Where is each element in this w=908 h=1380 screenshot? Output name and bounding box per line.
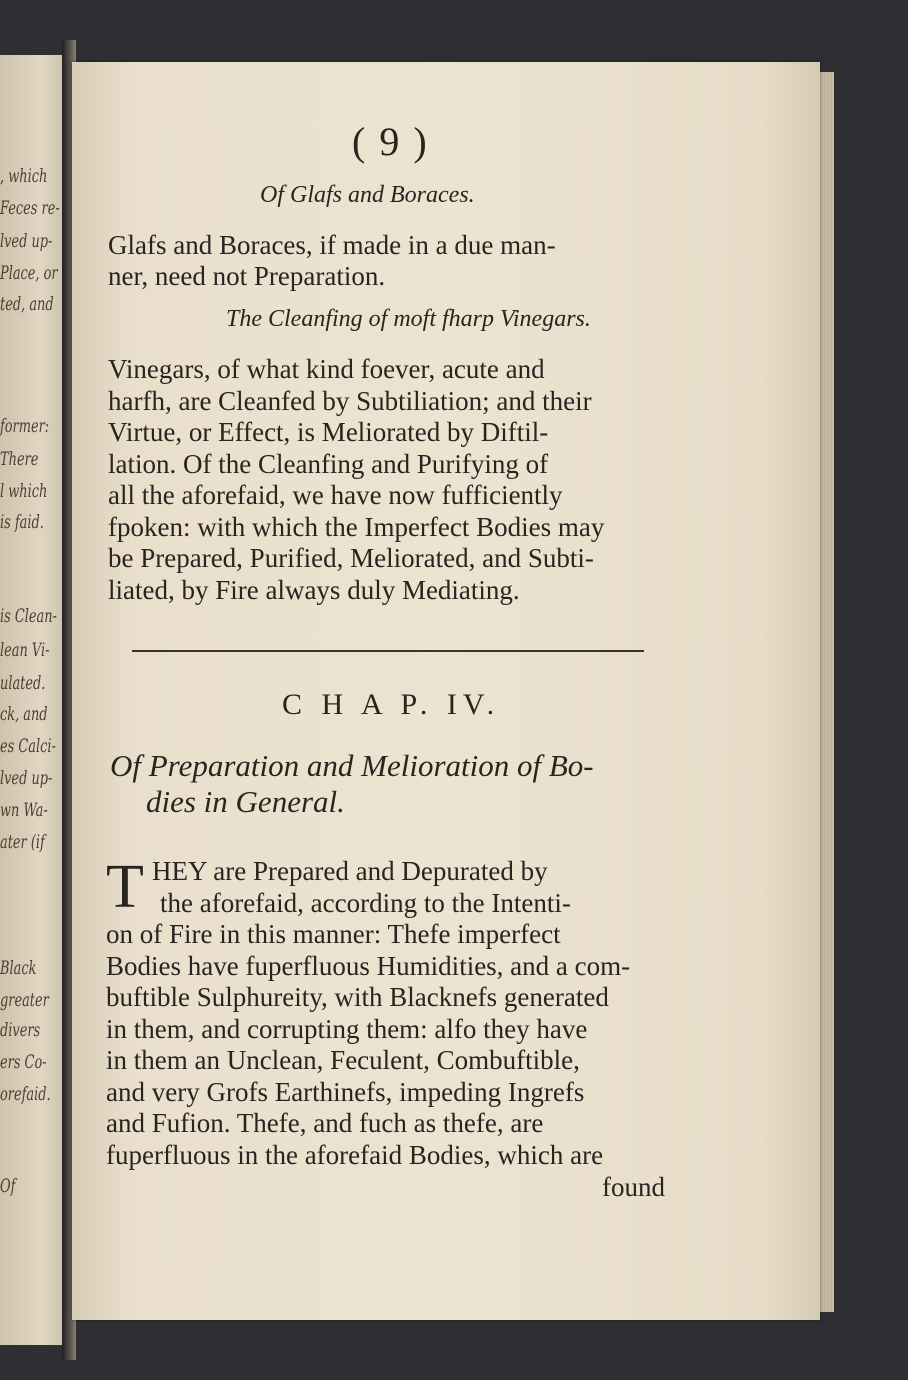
left-fragment: ulated.: [0, 672, 46, 694]
text-line: buftible Sulphureity, with Blacknefs generated: [106, 982, 609, 1012]
left-fragment: is faid.: [0, 511, 44, 533]
chapter-heading: C H A P. IV.: [282, 688, 501, 721]
section-title-vinegars: The Cleanfing of moft fharp Vinegars.: [226, 306, 591, 332]
left-fragment: lved up-: [0, 767, 53, 789]
left-fragment: There: [0, 448, 39, 470]
text-line: and very Grofs Earthinefs, impeding Ingrefs: [106, 1076, 585, 1107]
left-fragment: Of: [0, 1175, 16, 1197]
text-line: Vinegars, of what kind foever, acute and: [108, 354, 545, 384]
left-fragment: divers: [0, 1019, 41, 1041]
left-fragment: former:: [0, 415, 50, 437]
page-number: ( 9 ): [352, 119, 429, 164]
section-title-glass: Of Glafs and Boraces.: [260, 182, 475, 208]
left-fragment: ers Co-: [0, 1051, 47, 1073]
left-fragment: orefaid.: [0, 1083, 51, 1105]
text-line: liated, by Fire always duly Mediating.: [108, 574, 520, 605]
left-fragment: l which: [0, 480, 48, 502]
text-line: fpoken: with which the Imperfect Bodies may: [108, 511, 605, 542]
left-fragment: lean Vi-: [0, 639, 50, 661]
left-fragment: Black: [0, 957, 37, 979]
catchword: found: [602, 1172, 665, 1202]
left-fragment: lved up-: [0, 230, 53, 252]
text-line: Virtue, or Effect, is Meliorated by Diftil-: [108, 417, 549, 447]
chapter-title-line: dies in General.: [146, 784, 345, 819]
text-line: Bodies have fuperfluous Humidities, and a com-: [106, 950, 631, 981]
left-fragment: Place, or: [0, 262, 58, 284]
text-line: harfh, are Cleanfed by Subtiliation; and their: [108, 385, 592, 416]
text-line: Glafs and Boraces, if made in a due man-: [108, 230, 556, 260]
left-fragment: es Calci-: [0, 735, 56, 757]
text-line: lation. Of the Cleanfing and Purifying of: [108, 448, 549, 479]
chapter-title-line: Of Preparation and Melioration of Bo-: [110, 748, 594, 783]
section-rule: [132, 650, 644, 652]
left-fragment: , which: [0, 165, 48, 187]
text-line: be Prepared, Purified, Meliorated, and Subti-: [108, 543, 594, 573]
drop-cap: T: [106, 853, 144, 921]
left-fragment: ted, and: [0, 293, 54, 315]
text-line: ner, need not Preparation.: [108, 261, 386, 291]
left-facing-page: [0, 55, 68, 1345]
left-fragment: Feces re-: [0, 197, 60, 219]
text-line: in them an Unclean, Feculent, Combuftible,: [106, 1045, 580, 1075]
left-fragment: ater (if: [0, 831, 45, 853]
left-fragment: greater: [0, 989, 49, 1011]
text-line: fuperfluous in the aforefaid Bodies, which are: [106, 1139, 604, 1170]
text-line: the aforefaid, according to the Intenti-: [160, 888, 571, 918]
text-line: HEY are Prepared and Depurated by: [152, 856, 548, 886]
text-line: on of Fire in this manner: Thefe imperfect: [106, 919, 561, 949]
text-line: and Fufion. Thefe, and fuch as thefe, are: [106, 1108, 544, 1138]
left-fragment: is Clean-: [0, 605, 57, 627]
text-line: all the aforefaid, we have now fufficiently: [108, 480, 563, 510]
left-fragment: ck, and: [0, 703, 48, 725]
text-line: in them, and corrupting them: alfo they have: [106, 1013, 588, 1044]
left-fragment: wn Wa-: [0, 799, 48, 821]
